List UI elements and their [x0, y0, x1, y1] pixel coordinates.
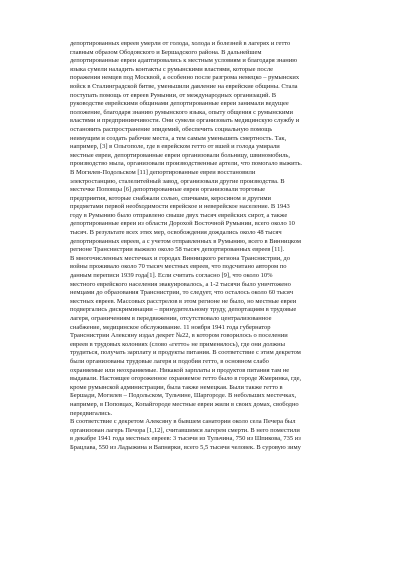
text-line: лагеря, ограничениям в передвижении, отсутствовало централизованное [70, 315, 272, 322]
text-line: Брацлава, 550 из Ладыжина и Вапнярки, всего 5,5 тысячи человек. В суровую зиму [70, 443, 301, 451]
text-line: депортированных евреев, а с учетом отправленных в Румынию, всего в Винницком [70, 237, 302, 245]
text-line: трудиться, получать зарплату и продукты питания. В соответствие с этим декретом [70, 349, 301, 357]
text-line: регионе Транснистрии выжило около 58 тысяч депортированных евреев [11]. [70, 246, 285, 254]
text-line: выдавали. Настоящее огороженное охраняемое гетто было в городе Жмеринка, где, [70, 375, 302, 383]
text-line: местные евреи, депортированные евреи организовали больницу, швиномобиль, [70, 151, 291, 159]
text-line: положение, благодаря знанию румынского языка, опыту общения с румынскими [70, 108, 294, 116]
text-line: данным переписи 1939 года[1]. Если считать согласно [9], что около 10% [70, 272, 273, 280]
text-line: депортированных евреев умерли от голода, холода и болезней в лагерях и гетто [70, 40, 291, 47]
text-line: охраняемые или неохраняемые. Никакой зарплаты и продуктов питания там не [70, 366, 290, 374]
text-line: были организованы трудовые лагеря и подобия гетто, в основном слабо [70, 357, 269, 365]
text-line: поражения немцев под Москвой, а особенно после разгрома немецко – румынских [70, 74, 300, 82]
text-line: местных евреев. Массовых расстрелов в этом регионе не было, но местные евреи [70, 297, 297, 305]
text-line: организован лагерь Печора [1,12], считавшимся лагерем смерти. В него поместили [70, 426, 300, 434]
text-line: производство мыла, организовали производственные артели, что помогало выжить. [70, 160, 303, 168]
text-line: войск в Сталинградской битве, уменьшили давление на еврейские общины. Стала [70, 82, 298, 90]
text-line: электростанцию, сталелитейный завод, организовали другие производства. В [70, 177, 285, 185]
text-line: в декабре 1941 года местных евреев: 3 тысячи из Тульчина, 750 из Шпикова, 735 из [70, 435, 301, 443]
text-line: евреев в трудовых колониях (слово «гетто» не применялось), где они должны [70, 340, 285, 348]
text-line: главным образом Ободовского и Бершадского района. В дальнейшем [70, 48, 262, 56]
text-line: депортированные евреи из области Дорохой Восточной Румынии, всего около 10 [70, 220, 295, 228]
text-line: В Могилев-Подольском [11] депортированные евреи восстановили [70, 168, 256, 176]
text-line: Транснистрии Алексяну издал декрет №22, в котором говорилось о поселении [70, 332, 288, 340]
text-line: властями и предпринимчивости. Они сумели организовать медицинскую службу и [70, 117, 300, 125]
text-line: войны проживало около 70 тысяч местных евреев, что подсчитано автором по [70, 263, 287, 271]
text-line: остановить распространение эпидемий, обеспечить социальную помощь [70, 125, 273, 133]
text-line: снабжение, медицинское обслуживание. 11 ноября 1941 года губернатор [70, 323, 271, 331]
document-body [70, 40, 353, 453]
text-line: тысяч. В результате всех этих мер, освобождения дождались около 48 тысяч [70, 229, 282, 237]
text-line: неимущим и создать рабочие места, а тем самым уменьшить смертность. Так, [70, 134, 287, 142]
text-line: местечке Поповцы [6] депортированные евреи организовали торговые [70, 186, 265, 194]
text-line: депортированные евреи адаптировались к местным условиям и благодаря знанию [70, 57, 298, 65]
text-line: В многочисленных местечках и городах Винницкого региона Транснистрии, до [70, 254, 290, 262]
text-line: кроме румынской администрации, была также немецкая. Были также гетто в [70, 383, 283, 391]
text-line: например, [3] в Ольгополе, где в еврейском гетто от вшей и голода умирали [70, 143, 280, 151]
text-line: языка сумели наладить контакты с румынскими властями, которые после [70, 65, 273, 73]
text-line: немцами до образования Транснистрии, то следует, что осталось около 60 тысяч [70, 289, 294, 297]
text-line: В соответствие с декретом Алексяну в бывшем санатории около села Печера был [70, 418, 296, 426]
text-line: передвигались. [70, 409, 113, 417]
text-line: руководстве еврейскими общинами депортированные евреи занимали ведущее [70, 100, 289, 108]
text-line: например, в Поповцах, Копайгороде местные евреи жили в своих домах, свободно [70, 400, 299, 408]
text-line: подвергались дискриминации – принудительному труду, депортациям в трудовые [70, 306, 297, 314]
text-line: предприятия, которые снабжали солью, спичками, керосином и другими [70, 194, 271, 202]
text-line: Бершади, Могилев – Подольском, Тульчине, Шаргороде. В небольших местечках, [70, 392, 297, 400]
text-line: предметами первой необходимости еврейское и неверейское население. В 1943 [70, 203, 290, 211]
text-line: году в Румынию было отправлено свыше двух тысяч еврейских сирот, а также [70, 211, 288, 219]
text-line: поступать помощь от евреев Румынии, от международных организаций. В [70, 91, 277, 99]
text-line: местного еврейского населения эвакуировалось, а 1-2 тысячи было уничтожено [70, 280, 291, 288]
